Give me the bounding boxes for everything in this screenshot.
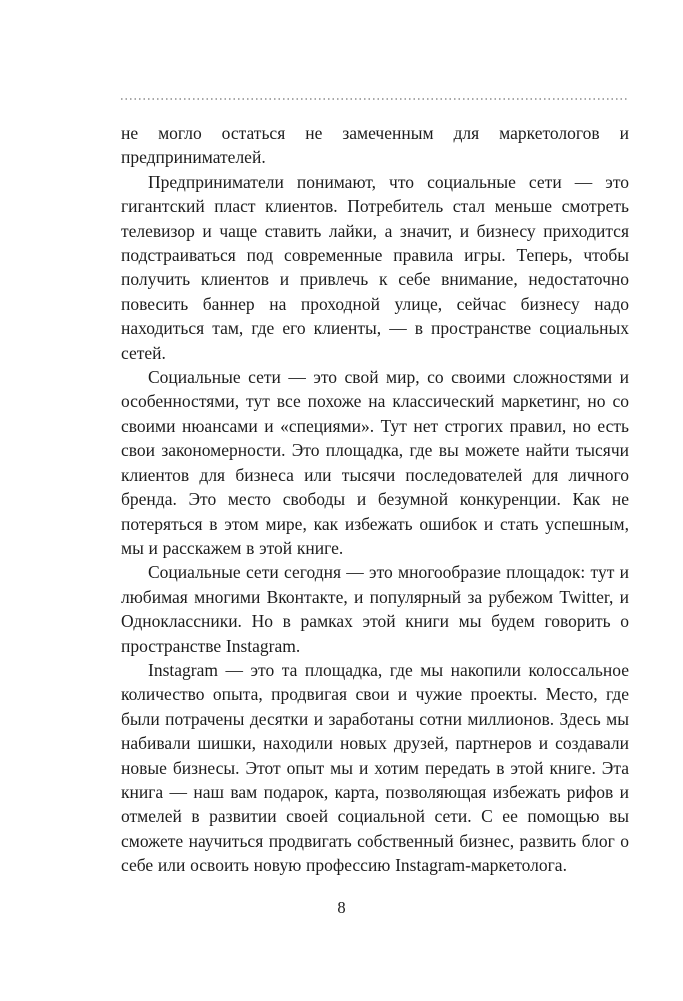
body-paragraph: Социальные сети сегодня — это многообразие площадок: тут и любимая многими Вконтакте, и популярный за рубежом Twitter, и Одноклассники. Но в рамках этой книги мы будем говорить о пространстве Instagram.	[121, 562, 629, 656]
body-paragraph: не могло остаться не замеченным для маркетологов и предпринимателей.	[121, 123, 629, 168]
body-paragraph: Instagram — это та площадка, где мы накопили колоссальное количество опыта, продвигая свои и чужие проекты. Место, где были потрачены десятки и заработаны сотни миллионов. Здесь мы набивали шишки, находили новых друзей, партнеров и создавали новые бизнесы. Этот опыт мы и хотим передать в этой книге. Эта книга — наш вам подарок, карта, позволяющая избежать рифов и отмелей в развитии своей социальной сети. С ее помощью вы сможете научиться продвигать собственный бизнес, развить блог о себе или освоить новую профессию Instagram-маркетолога.	[121, 659, 629, 876]
header-dotted-rule	[121, 98, 629, 100]
text-block	[121, 98, 629, 878]
body-paragraph: Предприниматели понимают, что социальные сети — это гигантский пласт клиентов. Потребитель стал меньше смотреть телевизор и чаще ставить лайки, а значит, и бизнесу приходится подстраиваться под современные правила игры. Теперь, чтобы получить клиентов и привлечь к себе внимание, недостаточно повесить баннер на проходной улице, сейчас бизнесу надо находиться там, где его клиенты, — в пространстве социальных сетей.	[121, 171, 629, 363]
body-paragraph: Социальные сети — это свой мир, со своими сложностями и особенностями, тут все похоже на классический маркетинг, но со своими нюансами и «специями». Тут нет строгих правил, но есть свои закономерности. Это площадка, где вы можете найти тысячи клиентов для бизнеса или тысячи последователей для личного бренда. Это место свободы и безумной конкуренции. Как не потеряться в этом мире, как избежать ошибок и стать успешным, мы и расскажем в этой книге.	[121, 367, 629, 558]
page-number: 8	[337, 898, 346, 917]
